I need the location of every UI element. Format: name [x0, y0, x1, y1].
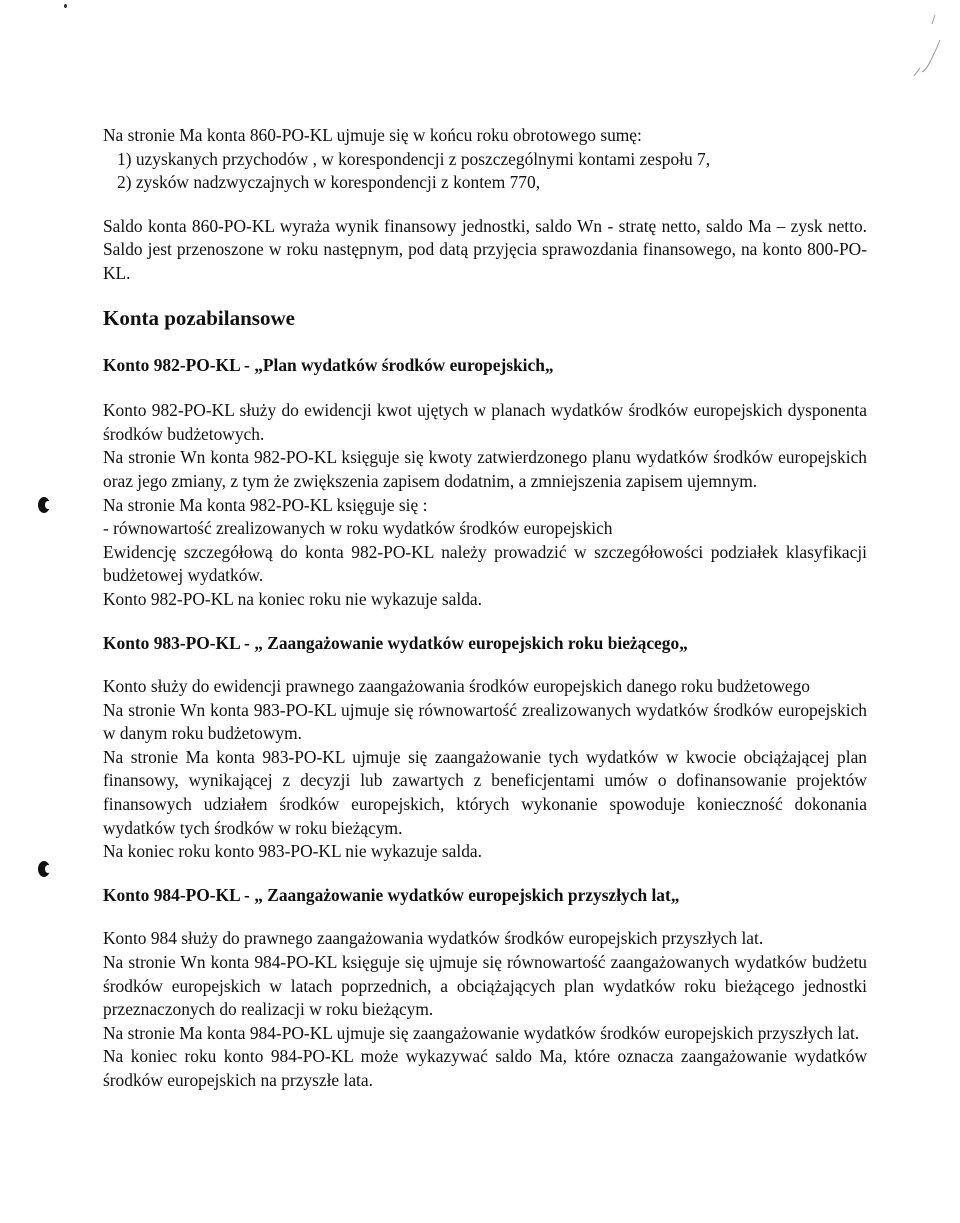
- paragraph: Saldo konta 860-PO-KL wyraża wynik finansowy jednostki, saldo Wn - stratę netto, saldo Ma – zysk netto. Saldo jest przenoszone w roku następnym, pod datą przyjęcia sprawozdania finansowego, na konto 800-PO-KL.: [103, 215, 867, 283]
- account-heading-983: Konto 983-PO-KL - „ Zaangażowanie wydatków europejskich roku bieżącego„: [103, 632, 688, 653]
- paragraph: Na stronie Wn konta 982-PO-KL księguje się kwoty zatwierdzonego planu wydatków środków europejskich oraz jego zmiany, z tym że zwiększenia zapisem dodatnim, a zmniejszenia zapisem ujemnym.: [103, 447, 867, 491]
- paragraph: Na stronie Ma konta 983-PO-KL ujmuje się zaangażowanie tych wydatków w kwocie obciążającej plan finansowy, wynikającej z decyzji lub zawartych z beneficjentami umów o dofinansowanie projektów finansowych udziałem środków europejskich, których wykonanie spowoduje konieczność dokonania wydatków tych środków w roku bieżącym.: [103, 746, 867, 838]
- list-item: - równowartość zrealizowanych w roku wydatków środków europejskich: [103, 518, 613, 539]
- scan-scribble: [880, 10, 950, 80]
- document-body: [103, 124, 867, 1093]
- paragraph: Na stronie Wn konta 984-PO-KL księguje się ujmuje się równowartość zaangażowanych wydatków budżetu środków europejskich w latach poprzednich, a obciążających plan wydatków roku bieżącego jednostki przeznaczonych do realizacji w roku bieżącym.: [103, 952, 867, 1020]
- paragraph: Na stronie Ma konta 982-PO-KL księguje się :: [103, 494, 428, 515]
- paragraph: Konto 984 służy do prawnego zaangażowania wydatków środków europejskich przyszłych lat.: [103, 928, 764, 949]
- punch-hole-mark: [38, 861, 50, 877]
- account-heading-984: Konto 984-PO-KL - „ Zaangażowanie wydatków europejskich przyszłych lat„: [103, 884, 680, 905]
- scan-speck: [64, 4, 67, 8]
- paragraph: Na stronie Ma konta 860-PO-KL ujmuje się w końcu roku obrotowego sumę:: [103, 125, 642, 145]
- account-heading-982: Konto 982-PO-KL - „Plan wydatków środków europejskich„: [103, 354, 554, 375]
- list-item: 2) zysków nadzwyczajnych w korespondencji z kontem 770,: [117, 172, 541, 193]
- punch-hole-mark: [38, 497, 50, 513]
- paragraph: Konto 982-PO-KL na koniec roku nie wykazuje salda.: [103, 588, 482, 609]
- paragraph: Konto służy do ewidencji prawnego zaangażowania środków europejskich danego roku budżetowego: [103, 676, 810, 697]
- paragraph: Na stronie Ma konta 984-PO-KL ujmuje się zaangażowanie wydatków środków europejskich przyszłych lat.: [103, 1022, 860, 1043]
- section-heading: Konta pozabilansowe: [103, 305, 295, 330]
- paragraph: Konto 982-PO-KL służy do ewidencji kwot ujętych w planach wydatków środków europejskich dysponenta środków budżetowych.: [103, 400, 867, 444]
- list-item: 1) uzyskanych przychodów , w korespondencji z poszczególnymi kontami zespołu 7,: [117, 148, 711, 169]
- paragraph: Na stronie Wn konta 983-PO-KL ujmuje się równowartość zrealizowanych wydatków środków europejskich w danym roku budżetowym.: [103, 699, 867, 744]
- paragraph: Na koniec roku konto 984-PO-KL może wykazywać saldo Ma, które oznacza zaangażowanie wydatków środków europejskich na przyszłe lata.: [103, 1046, 867, 1090]
- paragraph: Na koniec roku konto 983-PO-KL nie wykazuje salda.: [103, 841, 482, 862]
- paragraph: Ewidencję szczegółową do konta 982-PO-KL należy prowadzić w szczegółowości podziałek klasyfikacji budżetowej wydatków.: [103, 541, 867, 586]
